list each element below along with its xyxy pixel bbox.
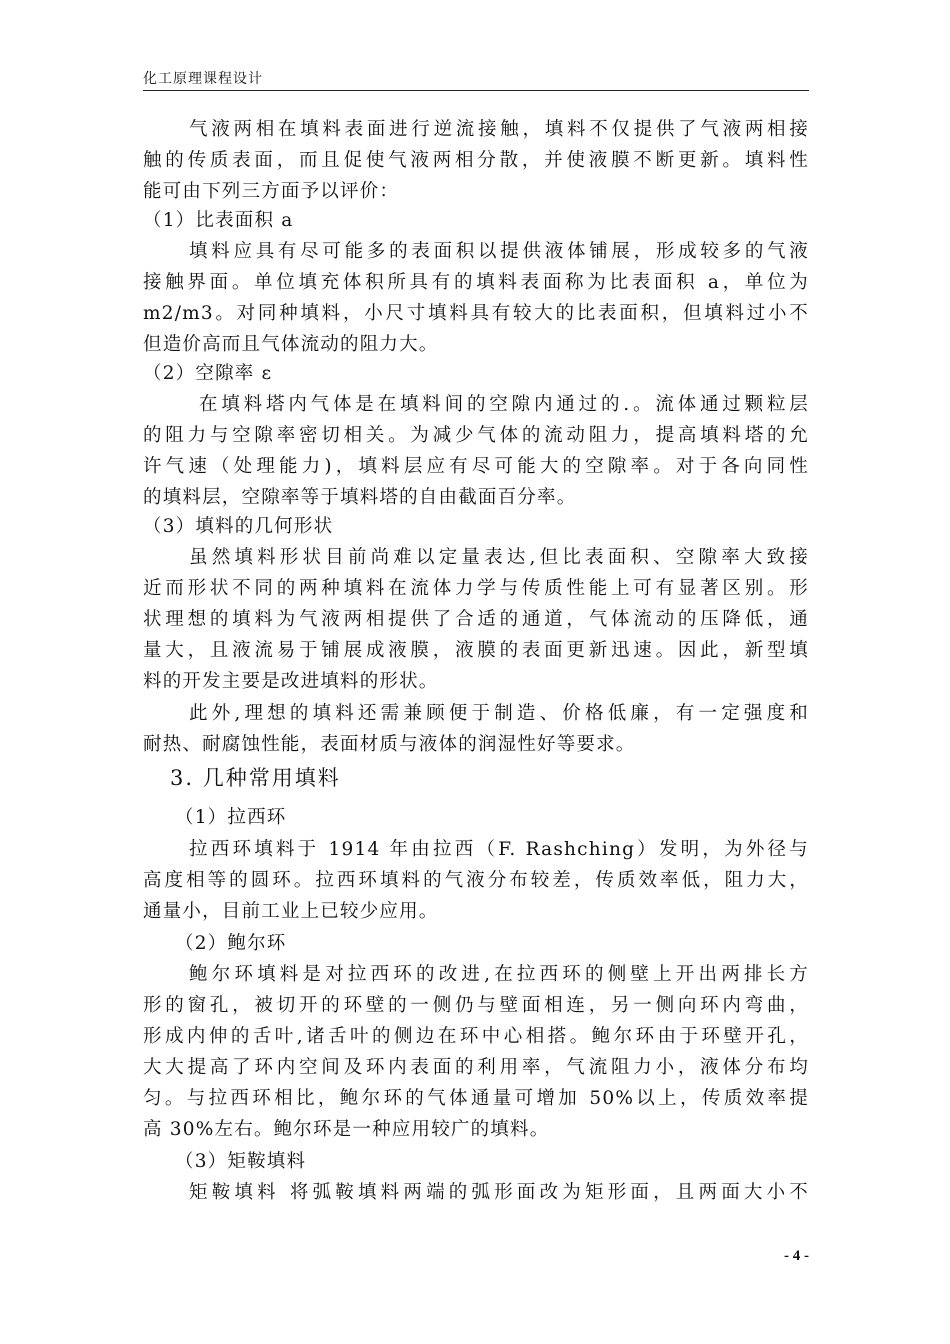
text-line: 但造价高而且气体流动的阻力大。 bbox=[143, 334, 439, 355]
text-line: 此外,理想的填料还需兼顾便于制造、价格低廉，有一定强度和 bbox=[189, 703, 809, 724]
text-line: 料的开发主要是改进填料的形状。 bbox=[143, 671, 439, 692]
page-header bbox=[143, 66, 809, 91]
text-line: 填料应具有尽可能多的表面积以提供液体铺展，形成较多的气液 bbox=[189, 241, 809, 262]
text-line: 的阻力与空隙率密切相关。为减少气体的流动阻力，提高填料塔的允 bbox=[143, 425, 809, 446]
text-line: 大大提高了环内空间及环内表面的利用率，气流阻力小，液体分布均 bbox=[143, 1057, 809, 1078]
text-line: 鲍尔环填料是对拉西环的改进,在拉西环的侧壁上开出两排长方 bbox=[189, 964, 809, 985]
text-line: 形成内伸的舌叶,诸舌叶的侧边在环中心相搭。鲍尔环由于环壁开孔， bbox=[143, 1026, 809, 1047]
subheading: （2）鲍尔环 bbox=[175, 933, 287, 954]
text-line: 通量小，目前工业上已较少应用。 bbox=[143, 901, 439, 922]
subheading: （3）矩鞍填料 bbox=[175, 1151, 307, 1172]
subheading: （3）填料的几何形状 bbox=[143, 516, 334, 537]
text-line: 触的传质表面，而且促使气液两相分散，并使液膜不断更新。填料性 bbox=[143, 150, 809, 171]
text-line: 近而形状不同的两种填料在流体力学与传质性能上可有显著区别。形 bbox=[143, 578, 809, 599]
text-line: 气液两相在填料表面进行逆流接触，填料不仅提供了气液两相接 bbox=[189, 119, 809, 140]
text-line: 接触界面。单位填充体积所具有的填料表面称为比表面积 a，单位为 bbox=[143, 272, 809, 293]
subheading: （2）空隙率 ε bbox=[143, 363, 273, 384]
text-line: 许气速（处理能力)，填料层应有尽可能大的空隙率。对于各向同性 bbox=[143, 456, 809, 477]
text-line: m2/m3。对同种填料，小尺寸填料具有较大的比表面积，但填料过小不 bbox=[143, 303, 809, 324]
section-title: 3. 几种常用填料 bbox=[170, 766, 341, 790]
header-title: 化工原理课程设计 bbox=[143, 71, 263, 87]
text-line: 状理想的填料为气液两相提供了合适的通道，气体流动的压降低，通 bbox=[143, 609, 809, 630]
text-line: 虽然填料形状目前尚难以定量表达,但比表面积、空隙率大致接 bbox=[189, 547, 809, 568]
text-line: 匀。与拉西环相比，鲍尔环的气体通量可增加 50%以上，传质效率提 bbox=[143, 1088, 809, 1109]
subheading: （1）比表面积 a bbox=[143, 210, 294, 231]
text-line: 的填料层，空隙率等于填料塔的自由截面百分率。 bbox=[143, 487, 577, 508]
text-line: 量大，且液流易于铺展成液膜，液膜的表面更新迅速。因此，新型填 bbox=[143, 640, 809, 661]
text-line: 拉西环填料于 1914 年由拉西（F. Rashching）发明，为外径与 bbox=[189, 839, 809, 860]
text-line: 能可由下列三方面予以评价： bbox=[143, 181, 400, 202]
text-line: 矩鞍填料 将弧鞍填料两端的弧形面改为矩形面，且两面大小不 bbox=[189, 1182, 809, 1203]
text-line: 高 30%左右。鲍尔环是一种应用较广的填料。 bbox=[143, 1119, 550, 1140]
text-line: 高度相等的圆环。拉西环填料的气液分布较差，传质效率低，阻力大， bbox=[143, 870, 809, 891]
page-number: - 4 - bbox=[784, 1248, 809, 1264]
text-line: 在填料塔内气体是在填料间的空隙内通过的.。流体通过颗粒层 bbox=[199, 394, 809, 415]
text-line: 形的窗孔，被切开的环壁的一侧仍与壁面相连，另一侧向环内弯曲， bbox=[143, 995, 809, 1016]
text-line: 耐热、耐腐蚀性能，表面材质与液体的润湿性好等要求。 bbox=[143, 734, 636, 755]
subheading: （1）拉西环 bbox=[175, 807, 287, 828]
